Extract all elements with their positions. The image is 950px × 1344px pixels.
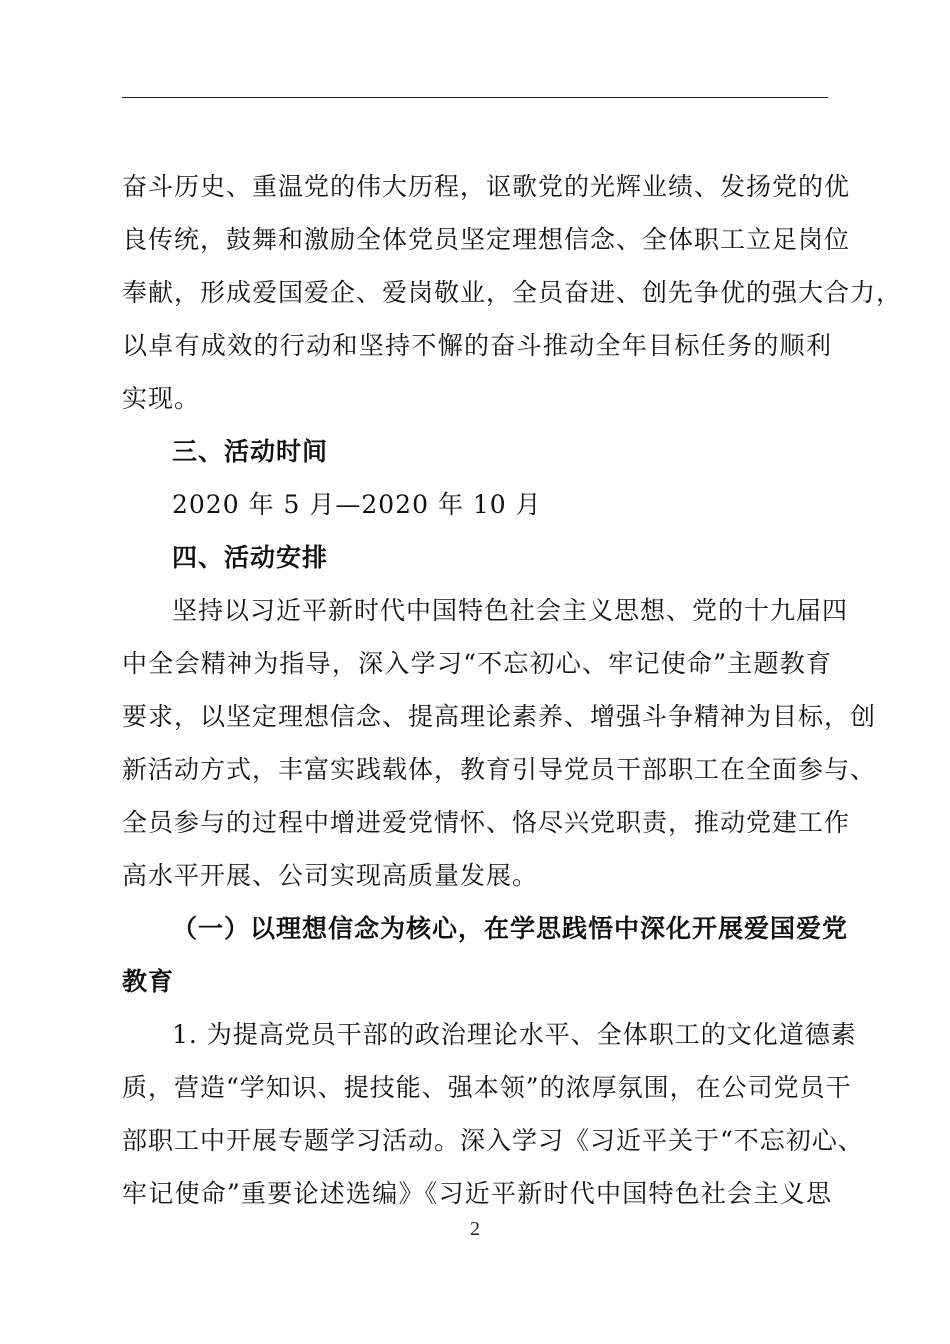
body-line: 全员参与的过程中增进爱党情怀、恪尽兴党职责，推动党建工作 <box>122 808 851 837</box>
activity-date-range: 2020 年 5 月—2020 年 10 月 <box>172 490 542 519</box>
body-line: 奋斗历史、重温党的伟大历程，讴歌党的光辉业绩、发扬党的优 <box>122 172 851 201</box>
body-line: 以卓有成效的行动和坚持不懈的奋斗推动全年目标任务的顺利 <box>122 331 832 360</box>
body-line: 良传统，鼓舞和激励全体党员坚定理想信念、全体职工立足岗位 <box>122 225 851 254</box>
body-line: 高水平开展、公司实现高质量发展。 <box>122 861 539 890</box>
body-line: 新活动方式，丰富实践载体，教育引导党员干部职工在全面参与、 <box>122 755 877 784</box>
body-line: 中全会精神为指导，深入学习“不忘初心、牢记使命”主题教育 <box>122 649 832 678</box>
body-line: 部职工中开展专题学习活动。深入学习《习近平关于“不忘初心、 <box>122 1126 864 1155</box>
header-rule <box>122 97 828 98</box>
document-body <box>122 160 903 1220</box>
body-line: 实现。 <box>122 384 201 413</box>
body-line: 奉献，形成爱国爱企、爱岗敬业，全员奋进、创先争优的强大合力， <box>122 278 903 307</box>
body-line: 质，营造“学知识、提技能、强本领”的浓厚氛围，在公司党员干 <box>122 1073 852 1102</box>
subsection-heading: （一）以理想信念为核心，在学思践悟中深化开展爱国爱党 <box>172 914 849 943</box>
section-heading-activity-arrangement: 四、活动安排 <box>172 543 329 572</box>
body-line: 坚持以习近平新时代中国特色社会主义思想、党的十九届四 <box>172 596 849 625</box>
body-line: 1. 为提高党员干部的政治理论水平、全体职工的文化道德素 <box>172 1020 857 1049</box>
section-heading-activity-time: 三、活动时间 <box>172 437 329 466</box>
page-number: 2 <box>470 1218 480 1240</box>
body-line: 要求，以坚定理想信念、提高理论素养、增强斗争精神为目标，创 <box>122 702 877 731</box>
subsection-heading-continued: 教育 <box>122 967 175 996</box>
body-line: 牢记使命”重要论述选编》《习近平新时代中国特色社会主义思 <box>122 1179 832 1208</box>
